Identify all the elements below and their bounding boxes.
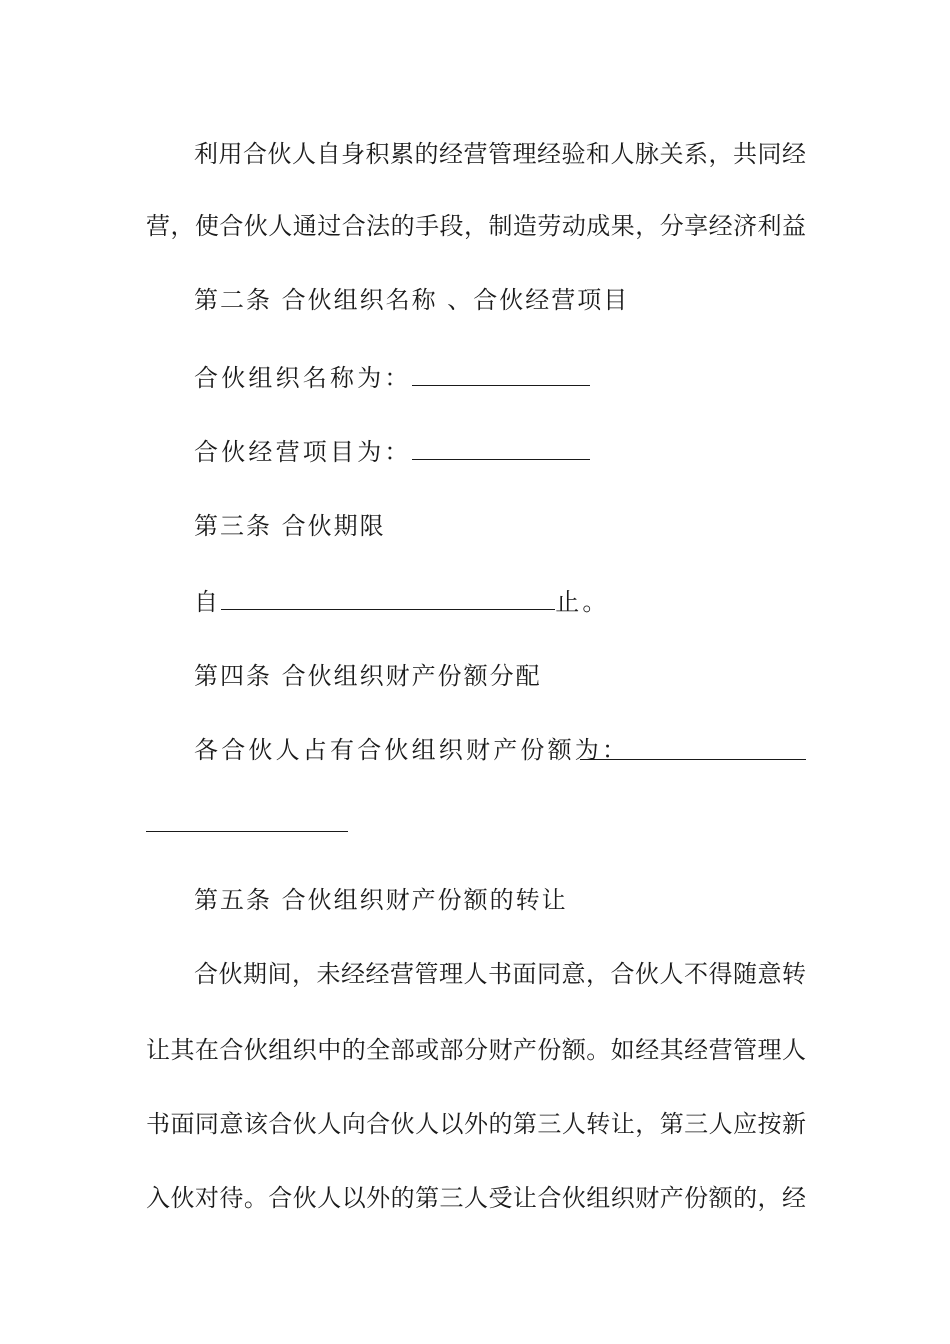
article-5-heading: 第五条 合伙组织财产份额的转让 bbox=[194, 886, 568, 914]
article-2-heading: 第二条 合伙组织名称 、合伙经营项目 bbox=[194, 286, 630, 314]
term-prefix: 自 bbox=[194, 588, 222, 616]
org-name-blank[interactable] bbox=[412, 363, 590, 386]
term-suffix: 止。 bbox=[555, 588, 610, 616]
share-field bbox=[194, 734, 806, 766]
paragraph-purpose-line-1: 利用合伙人自身积累的经营管理经验和人脉关系，共同经 bbox=[194, 140, 806, 168]
paragraph-purpose-line-2: 营，使合伙人通过合法的手段，制造劳动成果，分享经济利益 bbox=[146, 212, 806, 240]
business-item-blank[interactable] bbox=[412, 437, 590, 460]
paragraph-transfer-line-3: 书面同意该合伙人向合伙人以外的第三人转让，第三人应按新 bbox=[146, 1110, 806, 1138]
business-item-field bbox=[194, 436, 806, 468]
org-name-field bbox=[194, 362, 806, 394]
share-blank-line-1[interactable] bbox=[580, 759, 806, 760]
share-label: 各合伙人占有合伙组织财产份额为： bbox=[194, 736, 630, 764]
share-blank-line-2[interactable] bbox=[146, 831, 348, 832]
paragraph-transfer-line-4: 入伙对待。合伙人以外的第三人受让合伙组织财产份额的，经 bbox=[146, 1184, 806, 1212]
article-3-heading: 第三条 合伙期限 bbox=[194, 512, 386, 540]
article-4-heading: 第四条 合伙组织财产份额分配 bbox=[194, 662, 542, 690]
org-name-label: 合伙组织名称为： bbox=[194, 364, 412, 392]
business-item-label: 合伙经营项目为： bbox=[194, 438, 412, 466]
paragraph-transfer-line-2: 让其在合伙组织中的全部或部分财产份额。如经其经营管理人 bbox=[146, 1036, 806, 1064]
term-field bbox=[194, 586, 806, 618]
paragraph-transfer-line-1: 合伙期间，未经经营管理人书面同意，合伙人不得随意转 bbox=[194, 960, 806, 988]
term-blank[interactable] bbox=[221, 587, 555, 610]
